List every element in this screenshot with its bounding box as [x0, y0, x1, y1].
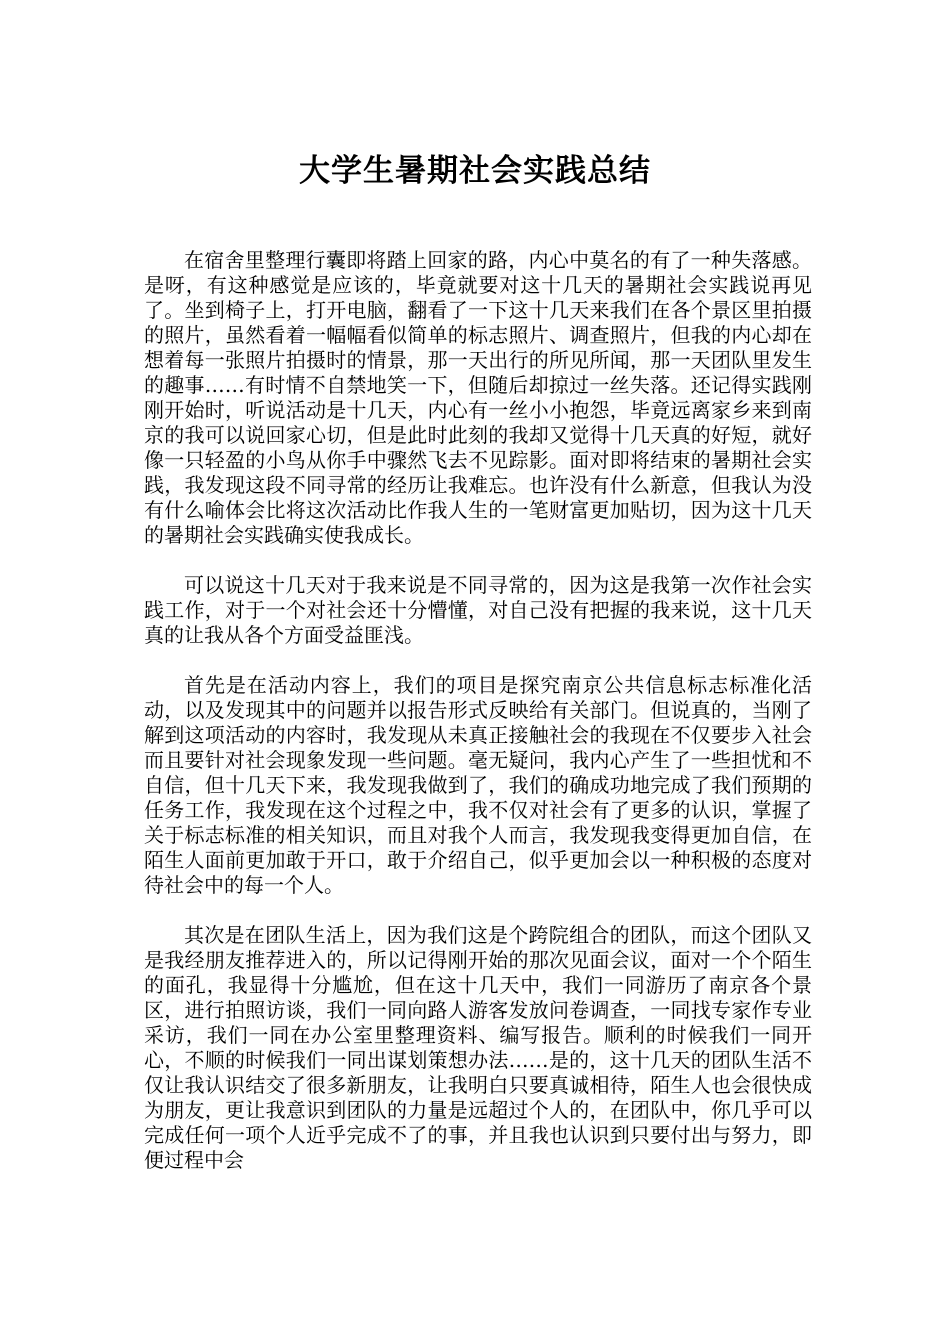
paragraph-2: 可以说这十几天对于我来说是不同寻常的，因为这是我第一次作社会实践工作，对于一个对社会还十分懵懂，对自己没有把握的我来说，这十几天真的让我从各个方面受益匪浅。 [144, 573, 812, 647]
document-body [144, 248, 812, 1198]
document-title: 大学生暑期社会实践总结 [299, 152, 651, 189]
paragraph-1: 在宿舍里整理行囊即将踏上回家的路，内心中莫名的有了一种失落感。是呀，有这种感觉是应该的，毕竟就要对这十几天的暑期社会实践说再见了。坐到椅子上，打开电脑，翻看了一下这十几天来我们在各个景区里拍摄的照片，虽然看着一幅幅看似简单的标志照片、调查照片，但我的内心却在想着每一张照片拍摄时的情景，那一天出行的所见所闻，那一天团队里发生的趣事……有时情不自禁地笑一下，但随后却掠过一丝失落。还记得实践刚刚开始时，听说活动是十几天，内心有一丝小小抱怨，毕竟远离家乡来到南京的我可以说回家心切，但是此时此刻的我却又觉得十几天真的好短，就好像一只轻盈的小鸟从你手中骤然飞去不见踪影。面对即将结束的暑期社会实践，我发现这段不同寻常的经历让我难忘。也许没有什么新意，但我认为没有什么喻体会比将这次活动比作我人生的一笔财富更加贴切，因为这十几天的暑期社会实践确实使我成长。 [144, 248, 812, 547]
paragraph-4: 其次是在团队生活上，因为我们这是个跨院组合的团队，而这个团队又是我经朋友推荐进入的，所以记得刚开始的那次见面会议，面对一个个陌生的面孔，我显得十分尴尬，但在这十几天中，我们一同游历了南京各个景区，进行拍照访谈，我们一同向路人游客发放问卷调查，一同找专家作专业采访，我们一同在办公室里整理资料、编写报告。顺利的时候我们一同开心，不顺的时候我们一同出谋划策想办法……是的，这十几天的团队生活不仅让我认识结交了很多新朋友，让我明白只要真诚相待，陌生人也会很快成为朋友，更让我意识到团队的力量是远超过个人的，在团队中，你几乎可以完成任何一项个人近乎完成不了的事，并且我也认识到只要付出与努力，即便过程中会 [144, 923, 812, 1172]
paragraph-3: 首先是在活动内容上，我们的项目是探究南京公共信息标志标准化活动，以及发现其中的问题并以报告形式反映给有关部门。但说真的，当刚了解到这项活动的内容时，我发现从未真正接触社会的我现在不仅要步入社会而且要针对社会现象发现一些问题。毫无疑问，我内心产生了一些担忧和不自信，但十几天下来，我发现我做到了，我们的确成功地完成了我们预期的任务工作，我发现在这个过程之中，我不仅对社会有了更多的认识，掌握了关于标志标准的相关知识，而且对我个人而言，我发现我变得更加自信，在陌生人面前更加敢于开口，敢于介绍自己，似乎更加会以一种积极的态度对待社会中的每一个人。 [144, 673, 812, 897]
